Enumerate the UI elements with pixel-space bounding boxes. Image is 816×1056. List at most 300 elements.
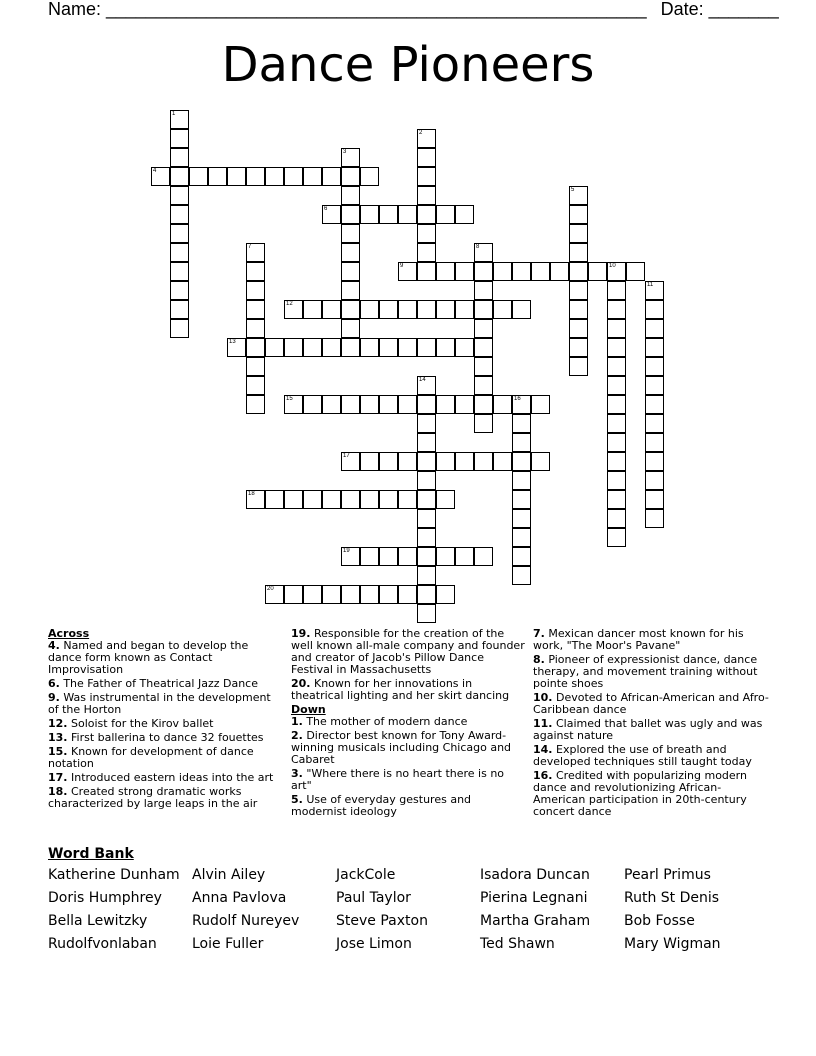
grid-cell[interactable] xyxy=(436,205,455,224)
clue-number: 14. xyxy=(533,743,553,756)
grid-cell[interactable] xyxy=(417,262,436,281)
grid-cell[interactable] xyxy=(607,376,626,395)
clue-text: Explored the use of breath and developed techniques still taught today xyxy=(533,743,752,768)
grid-cell[interactable] xyxy=(417,433,436,452)
clue-item xyxy=(48,772,276,784)
clues-column-2 xyxy=(291,628,527,820)
clue-number: 1. xyxy=(291,715,303,728)
word-bank-item: Jose Limon xyxy=(336,936,412,952)
clue-text: First ballerina to dance 32 fouettes xyxy=(67,731,264,744)
grid-cell[interactable] xyxy=(436,338,455,357)
grid-cell[interactable] xyxy=(379,452,398,471)
grid-cell[interactable] xyxy=(360,490,379,509)
clue-number: 7 xyxy=(248,244,252,250)
grid-cell[interactable] xyxy=(379,585,398,604)
grid-cell[interactable] xyxy=(398,300,417,319)
grid-cell[interactable] xyxy=(645,376,664,395)
grid-cell[interactable] xyxy=(550,262,569,281)
grid-cell[interactable] xyxy=(417,300,436,319)
grid-cell[interactable] xyxy=(417,338,436,357)
grid-cell[interactable] xyxy=(341,281,360,300)
clue-number: 7. xyxy=(533,627,545,640)
grid-cell[interactable] xyxy=(436,300,455,319)
clue-number: 9 xyxy=(400,263,404,269)
clue-number: 17. xyxy=(48,771,68,784)
grid-cell[interactable] xyxy=(170,129,189,148)
grid-cell[interactable] xyxy=(303,338,322,357)
grid-cell[interactable] xyxy=(417,452,436,471)
grid-cell[interactable] xyxy=(341,148,360,167)
grid-cell[interactable] xyxy=(436,490,455,509)
grid-cell[interactable] xyxy=(360,452,379,471)
clue-number: 4 xyxy=(153,168,157,174)
clue-number: 5. xyxy=(291,793,303,806)
grid-cell[interactable] xyxy=(341,547,360,566)
grid-cell[interactable] xyxy=(607,490,626,509)
grid-cell[interactable] xyxy=(569,224,588,243)
grid-cell[interactable] xyxy=(455,205,474,224)
grid-cell[interactable] xyxy=(493,452,512,471)
word-bank-item: Ruth St Denis xyxy=(624,890,720,906)
grid-cell[interactable] xyxy=(645,452,664,471)
grid-cell[interactable] xyxy=(322,205,341,224)
grid-cell[interactable] xyxy=(417,186,436,205)
grid-cell[interactable] xyxy=(417,167,436,186)
grid-cell[interactable] xyxy=(284,300,303,319)
grid-cell[interactable] xyxy=(246,262,265,281)
clue-text: "Where there is no heart there is no art" xyxy=(291,767,505,792)
word-bank-item: Anna Pavlova xyxy=(192,890,287,906)
word-bank-item: Paul Taylor xyxy=(336,890,411,906)
grid-cell[interactable] xyxy=(569,300,588,319)
word-bank-item: Martha Graham xyxy=(480,913,591,929)
grid-cell[interactable] xyxy=(474,319,493,338)
grid-cell[interactable] xyxy=(398,585,417,604)
grid-cell[interactable] xyxy=(170,110,189,129)
grid-cell[interactable] xyxy=(455,547,474,566)
grid-cell[interactable] xyxy=(607,433,626,452)
grid-cell[interactable] xyxy=(417,243,436,262)
grid-cell[interactable] xyxy=(341,490,360,509)
clue-text: Devoted to African-American and Afro-Caribbean dance xyxy=(533,691,769,716)
grid-cell[interactable] xyxy=(512,300,531,319)
clue-item xyxy=(48,732,276,744)
grid-cell[interactable] xyxy=(512,490,531,509)
grid-cell[interactable] xyxy=(417,471,436,490)
grid-cell[interactable] xyxy=(398,547,417,566)
grid-cell[interactable] xyxy=(360,585,379,604)
grid-cell[interactable] xyxy=(284,490,303,509)
grid-cell[interactable] xyxy=(303,300,322,319)
grid-cell[interactable] xyxy=(303,490,322,509)
page-title: Dance Pioneers xyxy=(221,37,595,93)
grid-cell[interactable] xyxy=(341,167,360,186)
clue-number: 2 xyxy=(419,130,423,136)
grid-cell[interactable] xyxy=(436,395,455,414)
grid-cell[interactable] xyxy=(398,262,417,281)
clue-number: 4. xyxy=(48,639,60,652)
grid-cell[interactable] xyxy=(607,281,626,300)
grid-cell[interactable] xyxy=(170,167,189,186)
grid-cell[interactable] xyxy=(417,148,436,167)
clue-number: 8 xyxy=(476,244,480,250)
clue-item xyxy=(48,692,276,716)
grid-cell[interactable] xyxy=(379,490,398,509)
grid-cell[interactable] xyxy=(303,395,322,414)
clue-number: 3 xyxy=(343,149,347,155)
grid-cell[interactable] xyxy=(322,490,341,509)
grid-cell[interactable] xyxy=(645,509,664,528)
clue-number: 15 xyxy=(286,396,293,402)
clue-number: 13. xyxy=(48,731,68,744)
grid-cell[interactable] xyxy=(455,300,474,319)
clues-column-1 xyxy=(48,628,276,812)
grid-cell[interactable] xyxy=(512,471,531,490)
grid-cell[interactable] xyxy=(607,414,626,433)
grid-cell[interactable] xyxy=(170,262,189,281)
clue-text: The mother of modern dance xyxy=(302,715,468,728)
grid-cell[interactable] xyxy=(379,547,398,566)
grid-cell[interactable] xyxy=(341,395,360,414)
clue-item xyxy=(291,678,527,702)
word-bank-heading: Word Bank xyxy=(48,846,134,862)
clue-number: 3. xyxy=(291,767,303,780)
clue-number: 13 xyxy=(229,339,236,345)
grid-cell[interactable] xyxy=(569,243,588,262)
grid-cell[interactable] xyxy=(645,357,664,376)
grid-cell[interactable] xyxy=(569,205,588,224)
clue-text: Director best known for Tony Award-winning musicals including Chicago and Cabaret xyxy=(291,729,512,766)
grid-cell[interactable] xyxy=(170,186,189,205)
clue-text: The Father of Theatrical Jazz Dance xyxy=(59,677,258,690)
grid-cell[interactable] xyxy=(322,300,341,319)
grid-cell[interactable] xyxy=(284,395,303,414)
grid-cell[interactable] xyxy=(170,148,189,167)
grid-cell[interactable] xyxy=(360,205,379,224)
clue-number: 19 xyxy=(343,548,350,554)
clue-number: 10 xyxy=(609,263,616,269)
clue-text: Claimed that ballet was ugly and was against nature xyxy=(533,717,763,742)
grid-cell[interactable] xyxy=(417,414,436,433)
grid-cell[interactable] xyxy=(208,167,227,186)
clue-number: 11. xyxy=(533,717,553,730)
clue-text: Use of everyday gestures and modernist ideology xyxy=(291,793,472,818)
grid-cell[interactable] xyxy=(189,167,208,186)
grid-cell[interactable] xyxy=(645,414,664,433)
word-bank-item: Katherine Dunham xyxy=(48,867,180,883)
word-bank-item: Pierina Legnani xyxy=(480,890,588,906)
word-bank-item: Mary Wigman xyxy=(624,936,721,952)
word-bank-item: Pearl Primus xyxy=(624,867,711,883)
grid-cell[interactable] xyxy=(246,319,265,338)
grid-cell[interactable] xyxy=(246,281,265,300)
word-bank-item: Rudolfvonlaban xyxy=(48,936,157,952)
grid-cell[interactable] xyxy=(170,281,189,300)
clue-text: Credited with popularizing modern dance and revolutionizing African-American participation in 20th-century concert dance xyxy=(533,769,747,818)
grid-cell[interactable] xyxy=(360,167,379,186)
grid-cell[interactable] xyxy=(341,243,360,262)
grid-cell[interactable] xyxy=(455,395,474,414)
grid-cell[interactable] xyxy=(455,338,474,357)
grid-cell[interactable] xyxy=(607,262,626,281)
clue-number: 9. xyxy=(48,691,60,704)
grid-cell[interactable] xyxy=(569,319,588,338)
grid-cell[interactable] xyxy=(512,528,531,547)
grid-cell[interactable] xyxy=(398,395,417,414)
grid-cell[interactable] xyxy=(379,338,398,357)
grid-cell[interactable] xyxy=(417,376,436,395)
clue-number: 16. xyxy=(533,769,553,782)
grid-cell[interactable] xyxy=(512,452,531,471)
grid-cell[interactable] xyxy=(569,262,588,281)
grid-cell[interactable] xyxy=(512,547,531,566)
grid-cell[interactable] xyxy=(607,452,626,471)
grid-cell[interactable] xyxy=(322,338,341,357)
grid-cell[interactable] xyxy=(569,281,588,300)
grid-cell[interactable] xyxy=(265,585,284,604)
clue-text: Pioneer of expressionist dance, dance therapy, and movement training without pointe shoes xyxy=(533,653,758,690)
grid-cell[interactable] xyxy=(493,262,512,281)
grid-cell[interactable] xyxy=(607,319,626,338)
grid-cell[interactable] xyxy=(569,357,588,376)
grid-cell[interactable] xyxy=(512,433,531,452)
grid-cell[interactable] xyxy=(265,167,284,186)
grid-cell[interactable] xyxy=(322,585,341,604)
clue-number: 16 xyxy=(514,396,521,402)
grid-cell[interactable] xyxy=(170,205,189,224)
grid-cell[interactable] xyxy=(360,395,379,414)
grid-cell[interactable] xyxy=(474,338,493,357)
word-bank-item: Loie Fuller xyxy=(192,936,264,952)
grid-cell[interactable] xyxy=(170,300,189,319)
clue-number: 12 xyxy=(286,301,293,307)
clue-text: Known for her innovations in theatrical lighting and her skirt dancing xyxy=(291,677,510,702)
grid-cell[interactable] xyxy=(246,300,265,319)
word-bank-item: JackCole xyxy=(336,867,396,883)
grid-cell[interactable] xyxy=(493,300,512,319)
grid-cell[interactable] xyxy=(227,338,246,357)
grid-cell[interactable] xyxy=(493,395,512,414)
grid-cell[interactable] xyxy=(474,395,493,414)
grid-cell[interactable] xyxy=(474,414,493,433)
grid-cell[interactable] xyxy=(512,395,531,414)
grid-cell[interactable] xyxy=(607,395,626,414)
clue-text: Named and began to develop the dance form known as Contact Improvisation xyxy=(48,639,249,676)
grid-cell[interactable] xyxy=(607,357,626,376)
grid-cell[interactable] xyxy=(246,490,265,509)
grid-cell[interactable] xyxy=(645,319,664,338)
grid-cell[interactable] xyxy=(645,300,664,319)
grid-cell[interactable] xyxy=(436,452,455,471)
grid-cell[interactable] xyxy=(341,205,360,224)
clue-text: Responsible for the creation of the well known all-male company and founder and creator of Jacob's Pillow Dance Festival in Massachusetts xyxy=(291,627,525,676)
grid-cell[interactable] xyxy=(341,585,360,604)
grid-cell[interactable] xyxy=(246,338,265,357)
clue-number: 20 xyxy=(267,586,274,592)
grid-cell[interactable] xyxy=(645,281,664,300)
clue-item xyxy=(291,716,527,728)
clue-item xyxy=(291,794,527,818)
clue-item xyxy=(533,770,769,818)
grid-cell[interactable] xyxy=(607,528,626,547)
grid-cell[interactable] xyxy=(417,528,436,547)
grid-cell[interactable] xyxy=(417,509,436,528)
word-bank-item: Bella Lewitzky xyxy=(48,913,148,929)
name-field[interactable]: Name: ______________________________________________________ xyxy=(48,0,647,19)
clue-item xyxy=(533,692,769,716)
word-bank-item: Ted Shawn xyxy=(480,936,555,952)
grid-cell[interactable] xyxy=(170,224,189,243)
grid-cell[interactable] xyxy=(645,395,664,414)
grid-cell[interactable] xyxy=(417,566,436,585)
grid-cell[interactable] xyxy=(626,262,645,281)
grid-cell[interactable] xyxy=(341,338,360,357)
clue-item xyxy=(48,640,276,676)
grid-cell[interactable] xyxy=(227,167,246,186)
grid-cell[interactable] xyxy=(474,300,493,319)
grid-cell[interactable] xyxy=(588,262,607,281)
clue-number: 5 xyxy=(571,187,575,193)
grid-cell[interactable] xyxy=(474,452,493,471)
grid-cell[interactable] xyxy=(341,186,360,205)
clue-item xyxy=(48,678,276,690)
grid-cell[interactable] xyxy=(265,490,284,509)
grid-cell[interactable] xyxy=(170,243,189,262)
word-bank-item: Rudolf Nureyev xyxy=(192,913,300,929)
grid-cell[interactable] xyxy=(569,338,588,357)
clue-number: 12. xyxy=(48,717,68,730)
grid-cell[interactable] xyxy=(284,167,303,186)
grid-cell[interactable] xyxy=(512,509,531,528)
grid-cell[interactable] xyxy=(303,585,322,604)
grid-cell[interactable] xyxy=(607,471,626,490)
clue-item xyxy=(291,628,527,676)
grid-cell[interactable] xyxy=(474,281,493,300)
clue-number: 17 xyxy=(343,453,350,459)
word-bank-item: Steve Paxton xyxy=(336,913,428,929)
grid-cell[interactable] xyxy=(436,585,455,604)
grid-cell[interactable] xyxy=(417,585,436,604)
grid-cell[interactable] xyxy=(170,319,189,338)
grid-cell[interactable] xyxy=(398,490,417,509)
grid-cell[interactable] xyxy=(341,452,360,471)
clue-number: 15. xyxy=(48,745,68,758)
clue-number: 19. xyxy=(291,627,311,640)
word-bank-item: Isadora Duncan xyxy=(480,867,590,883)
grid-cell[interactable] xyxy=(379,395,398,414)
grid-cell[interactable] xyxy=(360,338,379,357)
grid-cell[interactable] xyxy=(360,547,379,566)
grid-cell[interactable] xyxy=(398,452,417,471)
grid-cell[interactable] xyxy=(436,262,455,281)
grid-cell[interactable] xyxy=(474,262,493,281)
grid-cell[interactable] xyxy=(417,205,436,224)
grid-cell[interactable] xyxy=(645,471,664,490)
grid-cell[interactable] xyxy=(417,129,436,148)
clue-number: 6. xyxy=(48,677,60,690)
grid-cell[interactable] xyxy=(322,167,341,186)
clue-number: 18 xyxy=(248,491,255,497)
grid-cell[interactable] xyxy=(246,376,265,395)
grid-cell[interactable] xyxy=(645,490,664,509)
grid-cell[interactable] xyxy=(607,338,626,357)
grid-cell[interactable] xyxy=(303,167,322,186)
grid-cell[interactable] xyxy=(265,338,284,357)
grid-cell[interactable] xyxy=(417,490,436,509)
clue-text: Introduced eastern ideas into the art xyxy=(67,771,274,784)
clue-number: 20. xyxy=(291,677,311,690)
clue-number: 18. xyxy=(48,785,68,798)
clue-number: 8. xyxy=(533,653,545,666)
grid-cell[interactable] xyxy=(398,205,417,224)
grid-cell[interactable] xyxy=(417,604,436,623)
grid-cell[interactable] xyxy=(360,300,379,319)
grid-cell[interactable] xyxy=(455,452,474,471)
clue-item xyxy=(533,718,769,742)
grid-cell[interactable] xyxy=(417,547,436,566)
grid-cell[interactable] xyxy=(379,205,398,224)
grid-cell[interactable] xyxy=(151,167,170,186)
clue-item xyxy=(533,744,769,768)
grid-cell[interactable] xyxy=(607,300,626,319)
grid-cell[interactable] xyxy=(436,547,455,566)
grid-cell[interactable] xyxy=(246,167,265,186)
word-bank-item: Doris Humphrey xyxy=(48,890,162,906)
grid-cell[interactable] xyxy=(474,243,493,262)
grid-cell[interactable] xyxy=(246,357,265,376)
date-field[interactable]: Date: _______ xyxy=(660,0,779,19)
clue-number: 1 xyxy=(172,111,176,117)
grid-cell[interactable] xyxy=(379,300,398,319)
grid-cell[interactable] xyxy=(474,357,493,376)
grid-cell[interactable] xyxy=(474,547,493,566)
grid-cell[interactable] xyxy=(341,319,360,338)
clue-item xyxy=(533,628,769,652)
clue-item xyxy=(48,718,276,730)
grid-cell[interactable] xyxy=(607,509,626,528)
grid-cell[interactable] xyxy=(531,395,550,414)
grid-cell[interactable] xyxy=(531,262,550,281)
grid-cell[interactable] xyxy=(246,243,265,262)
grid-cell[interactable] xyxy=(322,395,341,414)
grid-cell[interactable] xyxy=(645,338,664,357)
grid-cell[interactable] xyxy=(455,262,474,281)
grid-cell[interactable] xyxy=(284,338,303,357)
grid-cell[interactable] xyxy=(512,414,531,433)
grid-cell[interactable] xyxy=(246,395,265,414)
clue-number: 2. xyxy=(291,729,303,742)
clue-text: Mexican dancer most known for his work, "The Moor's Pavane" xyxy=(533,627,744,652)
grid-cell[interactable] xyxy=(531,452,550,471)
word-bank-item: Bob Fosse xyxy=(624,913,695,929)
grid-cell[interactable] xyxy=(512,262,531,281)
grid-cell[interactable] xyxy=(474,376,493,395)
clue-item xyxy=(291,768,527,792)
word-bank-item: Alvin Ailey xyxy=(192,867,266,883)
clue-item xyxy=(533,654,769,690)
grid-cell[interactable] xyxy=(341,262,360,281)
grid-cell[interactable] xyxy=(341,300,360,319)
grid-cell[interactable] xyxy=(398,338,417,357)
grid-cell[interactable] xyxy=(512,566,531,585)
grid-cell[interactable] xyxy=(284,585,303,604)
grid-cell[interactable] xyxy=(417,395,436,414)
grid-cell[interactable] xyxy=(569,186,588,205)
grid-cell[interactable] xyxy=(417,224,436,243)
grid-cell[interactable] xyxy=(645,433,664,452)
grid-cell[interactable] xyxy=(341,224,360,243)
down-heading: Down xyxy=(291,703,326,716)
